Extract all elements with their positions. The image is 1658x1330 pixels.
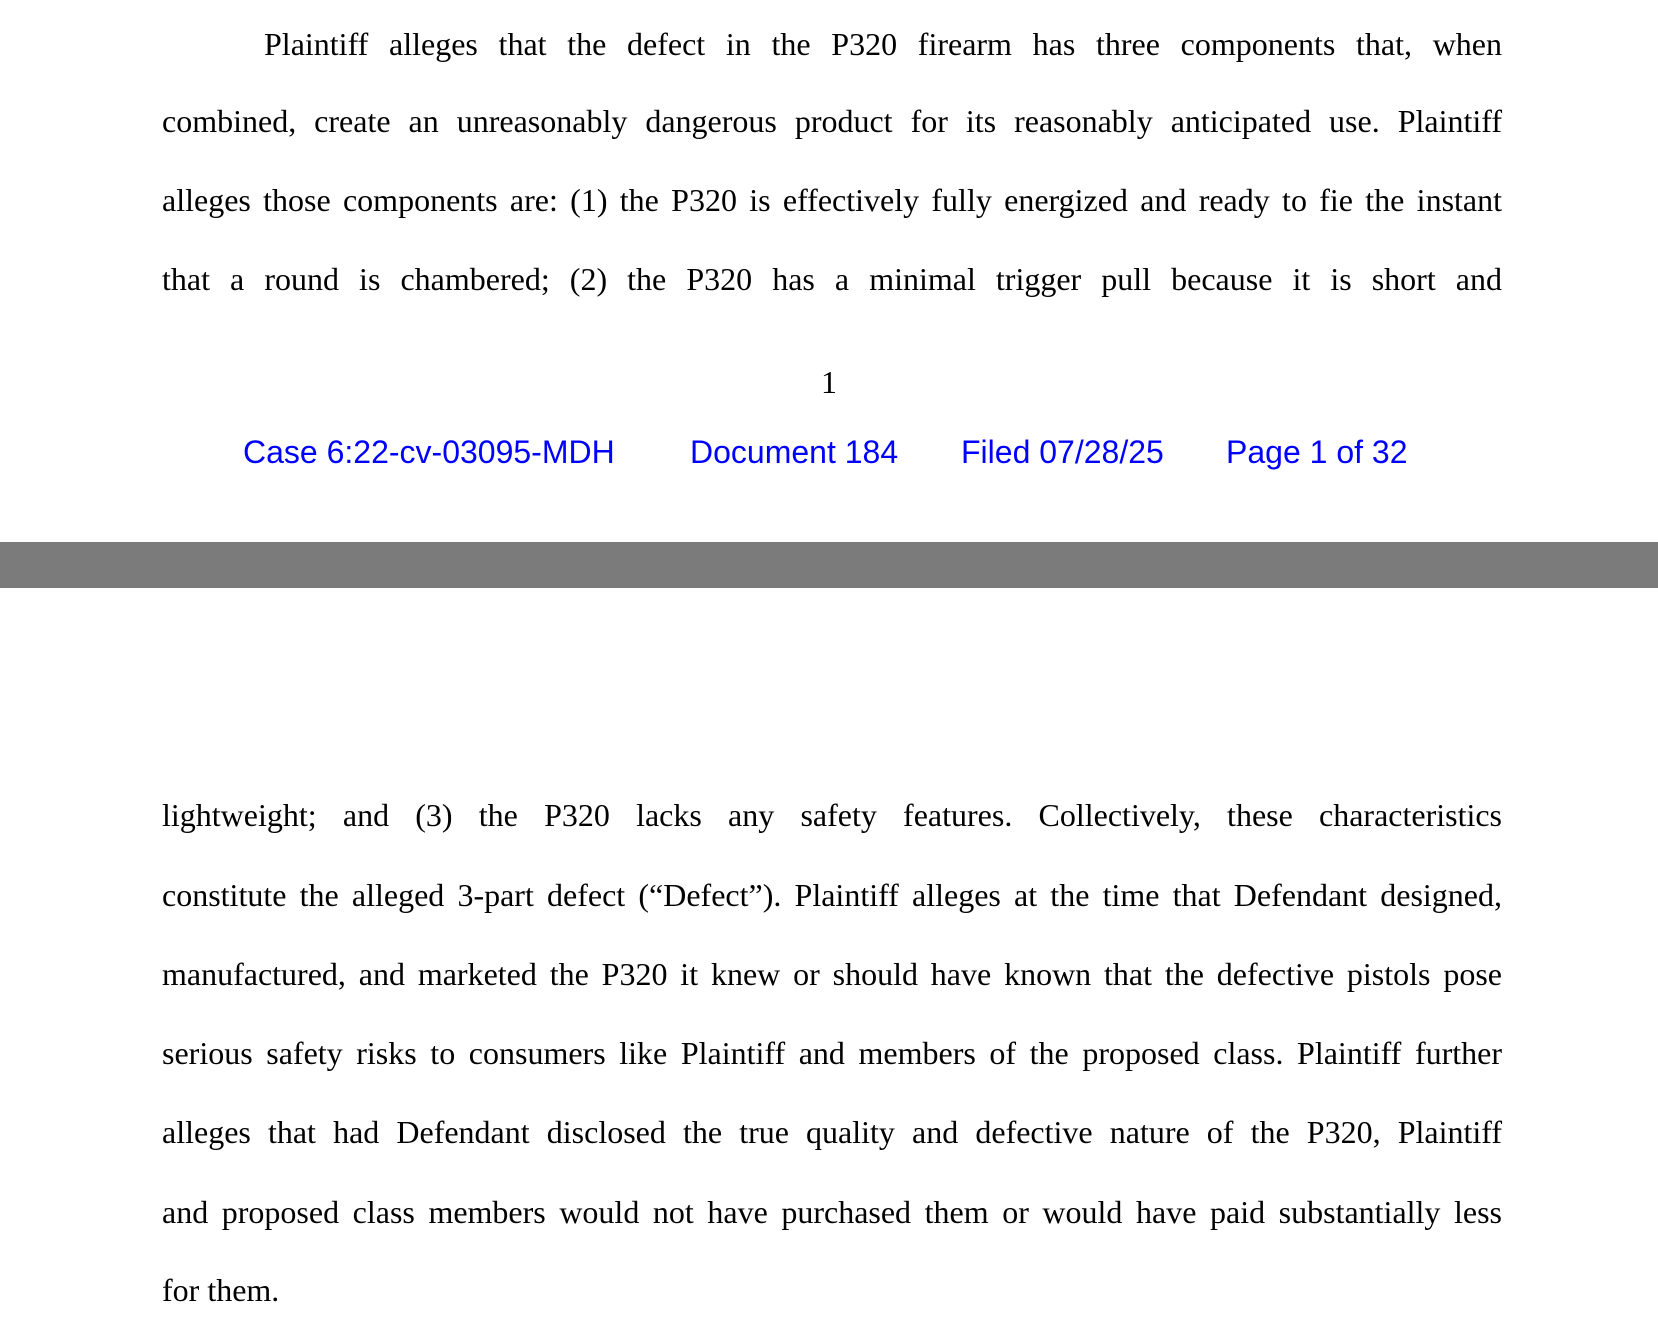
page-count: Page 1 of 32 xyxy=(1226,434,1408,470)
filed-date: Filed 07/28/25 xyxy=(961,434,1164,470)
paragraph-line: Plaintiff alleges that the defect in the P320 firearm has three components that, when xyxy=(264,26,1502,62)
paragraph-line: serious safety risks to consumers like Plaintiff and members of the proposed class. Plaintiff further xyxy=(162,1035,1502,1071)
paragraph-line: combined, create an unreasonably dangerous product for its reasonably anticipated use. Plaintiff xyxy=(162,103,1502,139)
document-page-1 xyxy=(0,0,1658,542)
paragraph-line: manufactured, and marketed the P320 it knew or should have known that the defective pistols pose xyxy=(162,956,1502,992)
page-divider xyxy=(0,542,1658,588)
paragraph-line: constitute the alleged 3-part defect (“Defect”). Plaintiff alleges at the time that Defendant designed, xyxy=(162,877,1502,913)
paragraph-line: alleges those components are: (1) the P320 is effectively fully energized and ready to fie the instant xyxy=(162,182,1502,218)
paragraph-line: lightweight; and (3) the P320 lacks any safety features. Collectively, these characteristics xyxy=(162,797,1502,833)
paragraph-line: for them. xyxy=(162,1272,280,1308)
page-number: 1 xyxy=(821,364,837,400)
document-number: Document 184 xyxy=(690,434,899,470)
paragraph-line: that a round is chambered; (2) the P320 has a minimal trigger pull because it is short and xyxy=(162,261,1502,297)
case-number: Case 6:22-cv-03095-MDH xyxy=(243,434,615,470)
paragraph-line: alleges that had Defendant disclosed the true quality and defective nature of the P320, Plaintiff xyxy=(162,1114,1502,1150)
document-page-2 xyxy=(0,588,1658,1330)
paragraph-line: and proposed class members would not have purchased them or would have paid substantially less xyxy=(162,1194,1502,1230)
